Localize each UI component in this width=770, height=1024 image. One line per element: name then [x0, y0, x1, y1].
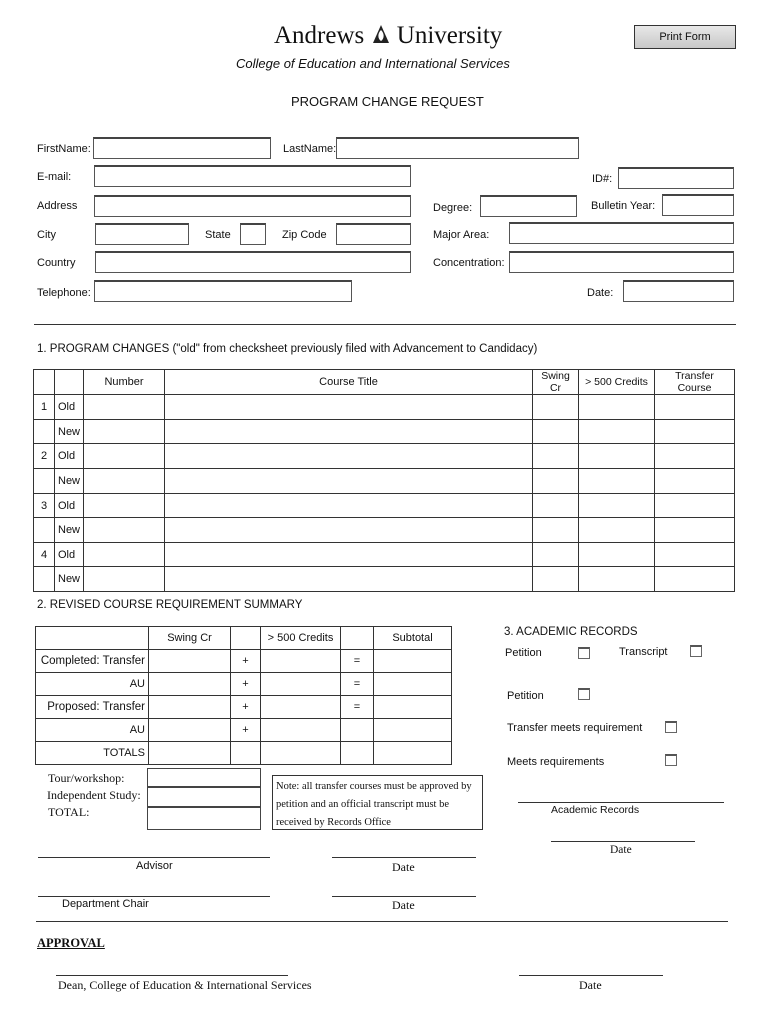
first-name-input[interactable] — [93, 137, 271, 159]
divider — [34, 324, 736, 325]
date3-label: Date — [579, 978, 602, 992]
zip-code-input[interactable] — [336, 223, 411, 245]
table-row: New — [34, 518, 735, 543]
table-row: 2 Old — [34, 444, 735, 469]
state-input[interactable] — [240, 223, 266, 245]
university-logo-icon — [371, 23, 391, 45]
section1-title: 1. PROGRAM CHANGES ("old" from checksheet previously filed with Advancement to Candidacy) — [37, 343, 538, 355]
table-row: New — [34, 469, 735, 494]
summary-row: Proposed: Transfer + = — [36, 696, 452, 719]
summary-row: Completed: Transfer + = — [36, 650, 452, 673]
zip-code-label: Zip Code — [282, 229, 327, 241]
academic-records-line — [518, 802, 724, 803]
city-input[interactable] — [95, 223, 189, 245]
telephone-input[interactable] — [94, 280, 352, 302]
date2-label: Date — [392, 898, 415, 912]
transcript-checkbox[interactable] — [690, 645, 702, 657]
transfer-meets-label: Transfer meets requirement — [507, 722, 643, 734]
degree-input[interactable] — [480, 195, 577, 217]
academic-records-label: Academic Records — [551, 804, 640, 816]
independent-study-input[interactable] — [147, 787, 261, 807]
summary-table: Swing Cr > 500 Credits Subtotal Completed: Transfer + = AU + = Proposed: Transfer + = AU + TOTALS — [35, 626, 452, 765]
concentration-label: Concentration: — [433, 257, 505, 269]
program-changes-table — [33, 369, 735, 592]
tour-workshop-input[interactable] — [147, 768, 261, 787]
email-label: E-mail: — [37, 171, 72, 183]
table-row: New — [34, 567, 735, 592]
col-swing-cr: Swing Cr — [533, 370, 579, 395]
country-label: Country — [37, 257, 76, 269]
id-label: ID#: — [592, 173, 613, 185]
table-row: 4 Old — [34, 543, 735, 567]
petition-label: Petition — [505, 647, 542, 659]
last-name-label: LastName: — [283, 143, 337, 155]
table-row: 1 Old — [34, 395, 735, 420]
dept-chair-line — [38, 896, 270, 897]
academic-records-date-line — [551, 841, 695, 842]
section2-title: 2. REVISED COURSE REQUIREMENT SUMMARY — [37, 599, 303, 611]
print-form-button[interactable]: Print Form — [634, 25, 736, 49]
transfer-meets-checkbox[interactable] — [665, 721, 677, 733]
col-number: Number — [84, 370, 165, 395]
petition-checkbox[interactable] — [578, 647, 590, 659]
transcript-label: Transcript — [619, 646, 668, 658]
col-500-credits: > 500 Credits — [579, 370, 655, 395]
email-input[interactable] — [94, 165, 411, 187]
college-name: College of Education and International Services — [236, 56, 510, 71]
address-label: Address — [37, 200, 78, 212]
date1-label: Date — [392, 860, 415, 874]
col-course-title: Course Title — [165, 370, 533, 395]
major-area-input[interactable] — [509, 222, 734, 244]
summary-row: AU + = — [36, 673, 452, 696]
dean-label: Dean, College of Education & International Services — [58, 978, 312, 992]
summary-row: TOTALS — [36, 742, 452, 765]
id-input[interactable] — [618, 167, 734, 189]
meets-requirements-checkbox[interactable] — [665, 754, 677, 766]
date-input[interactable] — [623, 280, 734, 302]
summary-row: AU + — [36, 719, 452, 742]
date3-line — [519, 975, 663, 976]
advisor-line — [38, 857, 270, 858]
advisor-label: Advisor — [136, 860, 173, 872]
form-title: PROGRAM CHANGE REQUEST — [291, 94, 484, 109]
academic-records-date-label: Date — [610, 844, 632, 856]
dept-chair-label: Department Chair — [62, 898, 149, 910]
petition2-label: Petition — [507, 690, 544, 702]
table-row: New — [34, 420, 735, 444]
approval-heading: APPROVAL — [37, 936, 105, 950]
transfer-note: Note: all transfer courses must be approved by petition and an official transcript must be received by Records Office — [272, 775, 483, 830]
concentration-input[interactable] — [509, 251, 734, 273]
university-name: Andrews University — [274, 22, 503, 49]
bulletin-year-label: Bulletin Year: — [591, 200, 656, 212]
country-input[interactable] — [95, 251, 411, 273]
telephone-label: Telephone: — [37, 287, 91, 299]
bulletin-year-input[interactable] — [662, 194, 734, 216]
total-label: TOTAL: — [48, 805, 90, 819]
major-area-label: Major Area: — [433, 229, 490, 241]
meets-requirements-label: Meets requirements — [507, 756, 605, 768]
date1-line — [332, 857, 476, 858]
first-name-label: FirstName: — [37, 143, 91, 155]
degree-label: Degree: — [433, 202, 473, 214]
section3-title: 3. ACADEMIC RECORDS — [504, 626, 638, 638]
last-name-input[interactable] — [336, 137, 579, 159]
date-label: Date: — [587, 287, 614, 299]
independent-study-label: Independent Study: — [47, 788, 141, 802]
state-label: State — [205, 229, 231, 241]
table-header-row — [34, 370, 735, 395]
petition2-checkbox[interactable] — [578, 688, 590, 700]
city-label: City — [37, 229, 56, 241]
approval-divider — [36, 921, 728, 922]
address-input[interactable] — [94, 195, 411, 217]
table-row: 3 Old — [34, 494, 735, 518]
total-input[interactable] — [147, 807, 261, 830]
dean-line — [56, 975, 288, 976]
col-transfer-course: Transfer Course — [655, 370, 735, 395]
date2-line — [332, 896, 476, 897]
tour-workshop-label: Tour/workshop: — [48, 771, 125, 785]
